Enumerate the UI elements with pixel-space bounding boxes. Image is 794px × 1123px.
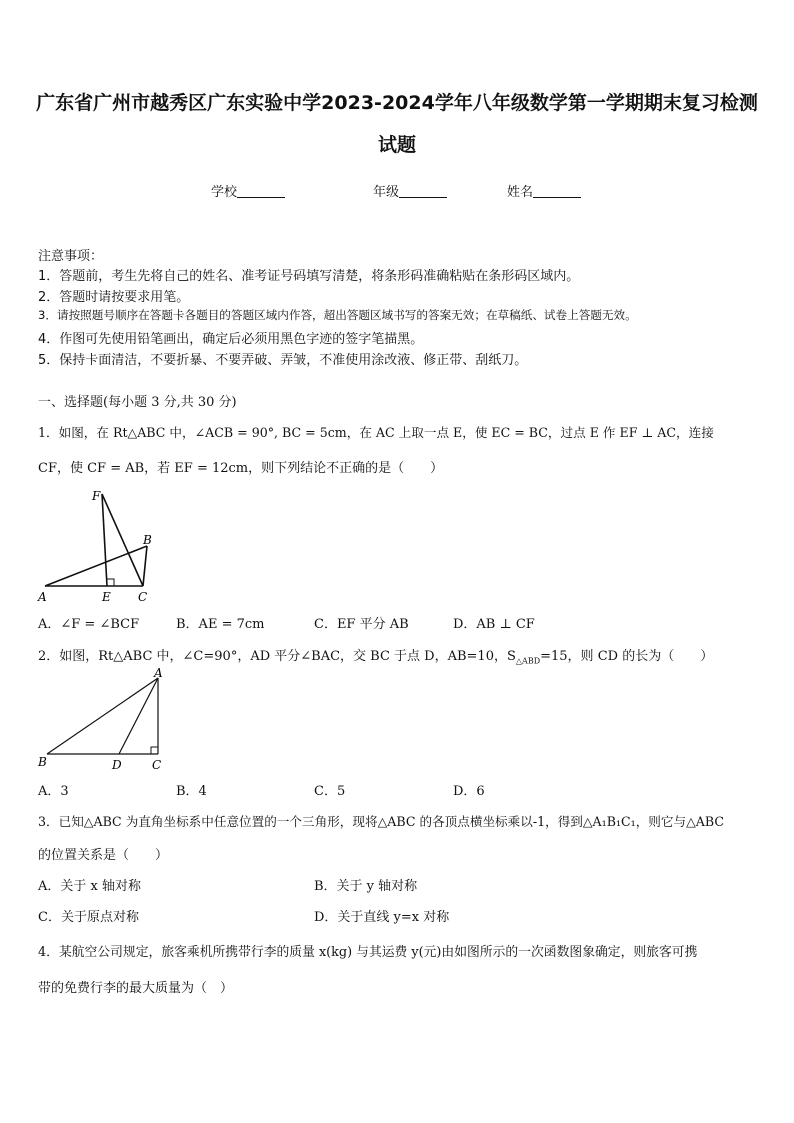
q3-option-a[interactable]: A．关于 x 轴对称: [38, 879, 141, 894]
paper-title-line1: 广东省广州市越秀区广东实验中学2023-2024学年八年级数学第一学期期末复习检测: [36, 92, 758, 114]
q2-stem: [38, 645, 713, 666]
q2-segment-ad: [119, 678, 158, 754]
q4-stem-line1: 4．某航空公司规定，旅客乘机所携带行李的质量 x(kg) 与其运费 y(元)由如图所示的一次函数图象确定，则旅客可携: [38, 945, 698, 960]
q1-stem-line2: CF，使 CF = AB，若 EF = 12cm，则下列结论不正确的是（ ）: [38, 461, 444, 476]
q2-label-a: A: [154, 666, 163, 680]
q3-option-d[interactable]: D．关于直线 y=x 对称: [314, 910, 450, 925]
note-item: 2．答题时请按要求用笔。: [38, 290, 190, 305]
name-blank: [533, 184, 581, 198]
q3-option-b[interactable]: B．关于 y 轴对称: [314, 879, 418, 894]
name-field: [507, 181, 581, 200]
q1-segment-fc: [102, 494, 143, 586]
q1-option-b[interactable]: B．AE = 7cm: [176, 617, 265, 632]
school-blank: [237, 184, 285, 198]
q1-option-d[interactable]: D．AB ⊥ CF: [453, 617, 535, 632]
q3-stem-line1: 3．已知△ABC 为直角坐标系中任意位置的一个三角形，现将△ABC 的各顶点横坐标乘以-1，得到△A₁B₁C₁，则它与△ABC: [38, 814, 724, 829]
q1-label-b: B: [143, 533, 152, 547]
grade-blank: [399, 184, 447, 198]
q1-segment-fe: [102, 494, 107, 586]
q2-option-c[interactable]: C．5: [314, 784, 346, 799]
q2-stem-text: 2．如图，Rt△ABC 中，∠C=90°，AD 平分∠BAC，交 BC 于点 D，AB=10，S: [38, 649, 516, 664]
note-item: 5．保持卡面清洁，不要折暴、不要弄破、弄皱，不准使用涂改液、修正带、刮纸刀。: [38, 353, 528, 368]
q2-option-b[interactable]: B．4: [176, 784, 207, 799]
paper-title-line2: 试题: [377, 134, 416, 156]
q1-label-f: F: [92, 489, 101, 503]
q2-label-c: C: [152, 758, 162, 772]
q1-label-c: C: [138, 590, 148, 604]
q2-label-d: D: [112, 758, 122, 772]
q1-figure: [36, 488, 156, 603]
q1-option-a[interactable]: A．∠F = ∠BCF: [38, 617, 140, 632]
q2-option-d[interactable]: D．6: [453, 784, 485, 799]
note-item: 3．请按照题号顺序在答题卡各题目的答题区域内作答，超出答题区域书写的答案无效；在草稿纸、试卷上答题无效。: [38, 308, 637, 322]
school-label: 学校: [211, 185, 238, 200]
notes-heading: 注意事项：: [38, 249, 104, 264]
q2-segment-ab: [47, 678, 158, 754]
note-item: 1．答题前，考生先将自己的姓名、准考证号码填写清楚，将条形码准确粘贴在条形码区域内。: [38, 269, 580, 284]
q4-stem-line2: 带的免费行李的最大质量为（ ）: [38, 981, 234, 996]
q2-stem-end: =15，则 CD 的长为（ ）: [540, 649, 714, 664]
q3-option-c[interactable]: C．关于原点对称: [38, 910, 139, 925]
q2-option-a[interactable]: A．3: [38, 784, 69, 799]
q1-label-e: E: [102, 590, 111, 604]
q2-right-angle-mark: [151, 747, 158, 754]
q2-subscript: △ABD: [515, 656, 541, 666]
q1-segment-ab: [45, 546, 147, 586]
name-label: 姓名: [507, 185, 534, 200]
q1-option-c[interactable]: C．EF 平分 AB: [314, 617, 409, 632]
q3-stem-line2: 的位置关系是（ ）: [38, 848, 169, 863]
q1-label-a: A: [38, 590, 47, 604]
q2-figure: [36, 666, 176, 772]
q1-stem-line1: 1．如图，在 Rt△ABC 中，∠ACB = 90°, BC = 5cm，在 AC 上取一点 E，使 EC = BC，过点 E 作 EF ⊥ AC，连接: [38, 425, 714, 440]
q1-segment-bc: [143, 546, 147, 586]
section-heading: 一、选择题(每小题 3 分,共 30 分): [38, 395, 237, 410]
note-item: 4．作图可先使用铅笔画出，确定后必须用黑色字迹的签字笔描黑。: [38, 332, 424, 347]
school-field: [211, 181, 285, 200]
q1-right-angle-mark: [107, 579, 114, 586]
grade-field: [373, 181, 447, 200]
q2-label-b: B: [38, 755, 47, 769]
grade-label: 年级: [373, 185, 400, 200]
